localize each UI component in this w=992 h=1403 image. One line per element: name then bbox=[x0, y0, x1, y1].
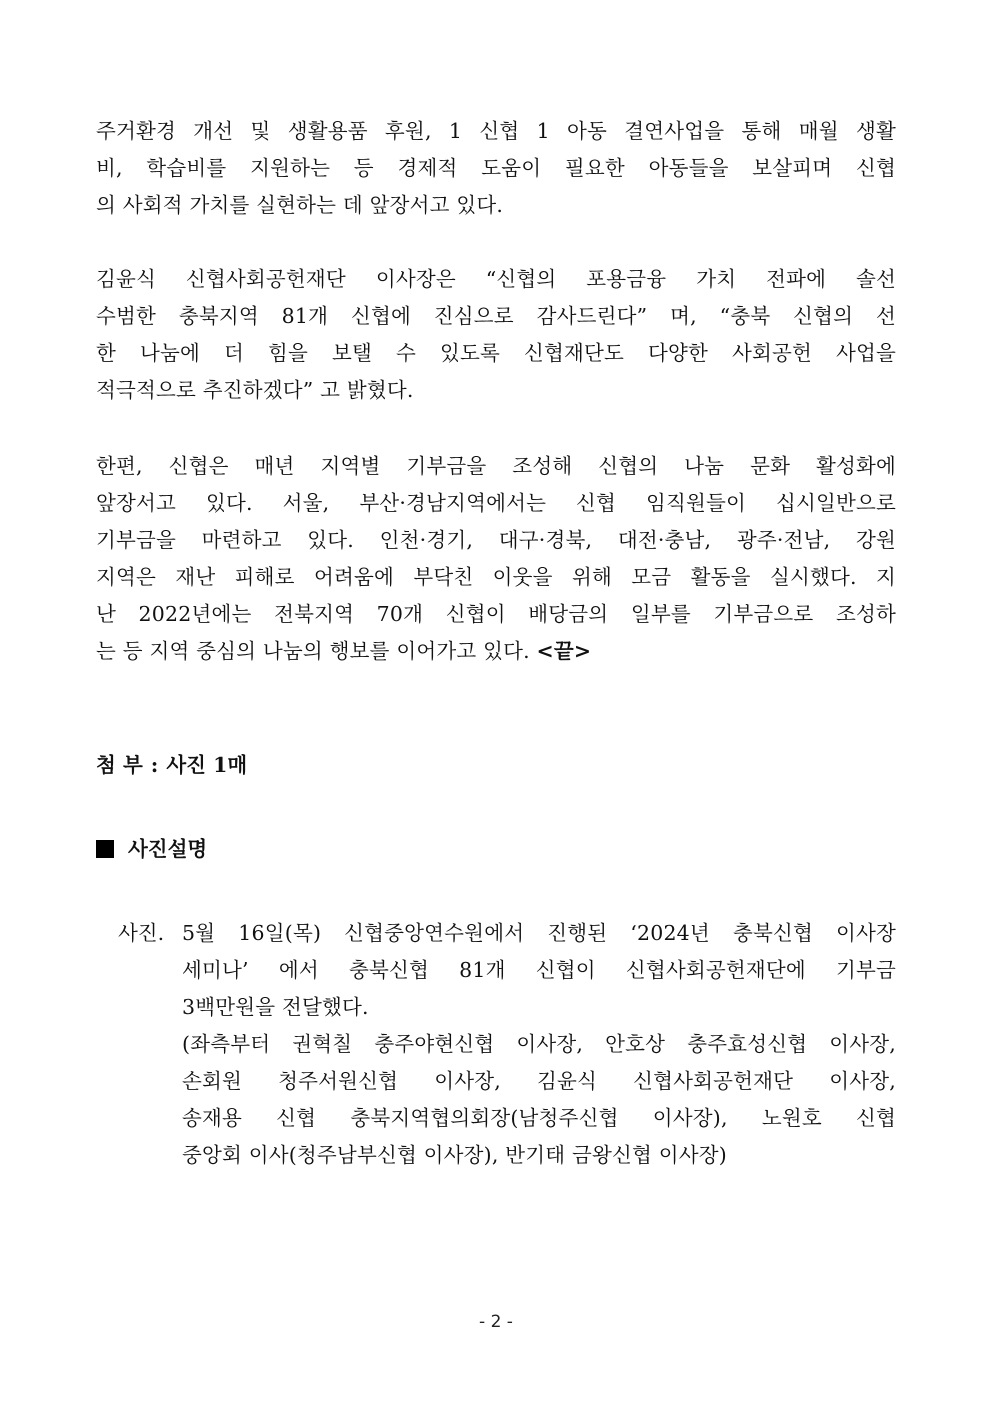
black-square-bullet-icon bbox=[96, 840, 114, 858]
paragraph-1-line-1: 주거환경 개선 및 생활용품 후원, 1 신협 1 아동 결연사업을 통해 매월 생활 bbox=[96, 119, 896, 143]
paragraph-1-line-2: 비, 학습비를 지원하는 등 경제적 도움이 필요한 아동들을 보살피며 신협 bbox=[96, 156, 896, 180]
attachment-label: 첨 부 bbox=[96, 753, 143, 777]
photo-caption-line-5: 손회원 청주서원신협 이사장, 김윤식 신협사회공헌재단 이사장, bbox=[182, 1069, 896, 1093]
photo-caption-line-4: (좌측부터 권혁칠 충주야현신협 이사장, 안호상 충주효성신협 이사장, bbox=[182, 1032, 896, 1056]
paragraph-3-line-5: 난 2022년에는 전북지역 70개 신협이 배당금의 일부를 기부금으로 조성하 bbox=[96, 602, 896, 626]
attachment-heading bbox=[96, 750, 247, 780]
paragraph-3-line-6-text: 는 등 지역 중심의 나눔의 행보를 이어가고 있다. bbox=[96, 639, 530, 663]
photo-caption-label: 사진. bbox=[118, 921, 165, 945]
paragraph-1-line-3: 의 사회적 가치를 실현하는 데 앞장서고 있다. bbox=[96, 193, 504, 217]
paragraph-3-line-1: 한편, 신협은 매년 지역별 기부금을 조성해 신협의 나눔 문화 활성화에 bbox=[96, 454, 896, 478]
photo-section-heading bbox=[96, 834, 207, 864]
photo-caption-line-6: 송재용 신협 충북지역협의회장(남청주신협 이사장), 노원호 신협 bbox=[182, 1106, 896, 1130]
end-mark: <끝> bbox=[536, 639, 592, 663]
paragraph-2-line-2: 수범한 충북지역 81개 신협에 진심으로 감사드린다” 며, “충북 신협의 선 bbox=[96, 304, 896, 328]
paragraph-3-line-6 bbox=[96, 636, 896, 666]
attachment-value: 사진 1매 bbox=[166, 753, 248, 777]
attachment-separator: : bbox=[150, 753, 159, 777]
photo-caption-line-2: 세미나’ 에서 충북신협 81개 신협이 신협사회공헌재단에 기부금 bbox=[182, 958, 896, 982]
photo-caption-line-7: 중앙회 이사(청주남부신협 이사장), 반기태 금왕신협 이사장) bbox=[182, 1143, 727, 1167]
photo-caption-line-1: 5월 16일(목) 신협중앙연수원에서 진행된 ‘2024년 충북신협 이사장 bbox=[182, 921, 896, 945]
paragraph-2-line-4: 적극적으로 추진하겠다” 고 밝혔다. bbox=[96, 378, 414, 402]
paragraph-3-line-2: 앞장서고 있다. 서울, 부산·경남지역에서는 신협 임직원들이 십시일반으로 bbox=[96, 491, 896, 515]
paragraph-2-line-3: 한 나눔에 더 힘을 보탤 수 있도록 신협재단도 다양한 사회공헌 사업을 bbox=[96, 341, 896, 365]
paragraph-3-line-3: 기부금을 마련하고 있다. 인천·경기, 대구·경북, 대전·충남, 광주·전남, 강원 bbox=[96, 528, 896, 552]
paragraph-2-line-1: 김윤식 신협사회공헌재단 이사장은 “신협의 포용금융 가치 전파에 솔선 bbox=[96, 267, 896, 291]
page-number: - 2 - bbox=[479, 1312, 513, 1332]
paragraph-3-line-4: 지역은 재난 피해로 어려움에 부닥친 이웃을 위해 모금 활동을 실시했다. 지 bbox=[96, 565, 896, 589]
photo-section-title: 사진설명 bbox=[128, 837, 208, 861]
photo-caption-line-3: 3백만원을 전달했다. bbox=[182, 995, 369, 1019]
